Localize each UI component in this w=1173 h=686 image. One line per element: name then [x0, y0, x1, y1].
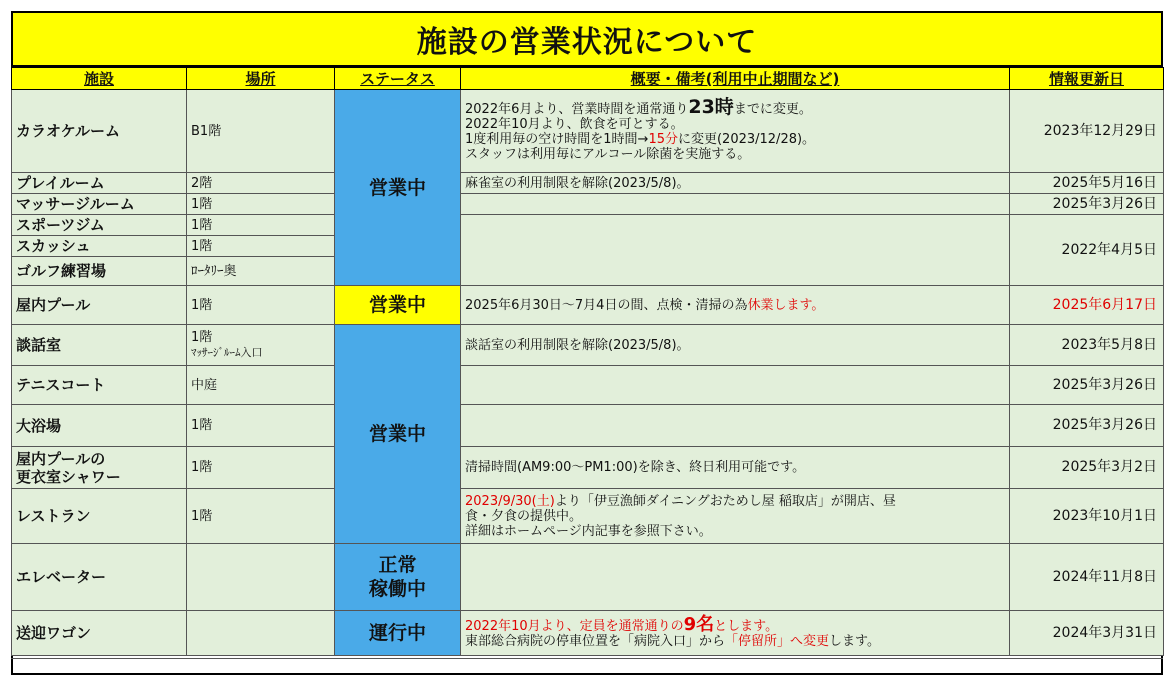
location-cell: 2階 — [187, 173, 335, 194]
note-text: までに変更。 — [733, 102, 812, 117]
note-text: より「伊豆漁師ダイニングおためし屋 稲取店」が開店、昼 — [554, 493, 896, 509]
note-text: 2022年10月より、飲食を可とする。 — [465, 117, 684, 132]
updated-cell: 2025年3月26日 — [1010, 405, 1164, 447]
note-text: に変更(2023/12/28)。 — [677, 132, 816, 147]
location-text: 1階 — [191, 330, 213, 345]
header-status: ステータス — [335, 68, 461, 90]
location-cell — [187, 544, 335, 611]
note-cell — [461, 366, 1010, 405]
table-row — [12, 447, 1164, 489]
updated-cell: 2025年6月17日 — [1010, 286, 1164, 325]
table-bottom-edge — [11, 658, 1163, 669]
header-location: 場所 — [187, 68, 335, 90]
note-cell — [461, 405, 1010, 447]
note-text: します。 — [829, 634, 880, 649]
updated-cell: 2023年5月8日 — [1010, 325, 1164, 366]
facility-cell: テニスコート — [12, 366, 187, 405]
location-cell: 1階 — [187, 215, 335, 236]
table-row — [12, 194, 1164, 215]
updated-cell: 2025年3月2日 — [1010, 447, 1164, 489]
note-emphasis: とします。 — [714, 619, 779, 634]
updated-cell: 2025年3月26日 — [1010, 194, 1164, 215]
note-emphasis: 15分 — [648, 132, 678, 147]
note-emphasis: 「停留所」へ変更 — [725, 634, 830, 649]
note-text: 食・夕食の提供中。 — [465, 508, 583, 524]
table-row — [12, 90, 1164, 173]
facility-text: 屋内プールの — [16, 449, 106, 468]
updated-cell: 2025年3月26日 — [1010, 366, 1164, 405]
note-cell — [461, 544, 1010, 611]
note-cell: 清掃時間(AM9:00～PM1:00)を除き、終日利用可能です。 — [461, 447, 1010, 489]
note-text: スタッフは利用毎にアルコール除菌を実施する。 — [465, 147, 751, 162]
facility-cell: 屋内プール — [12, 286, 187, 325]
updated-cell: 2025年5月16日 — [1010, 173, 1164, 194]
note-emphasis: 2023/9/30(土) — [465, 493, 555, 509]
updated-cell: 2023年12月29日 — [1010, 90, 1164, 173]
location-cell: 1階 — [187, 405, 335, 447]
note-emphasis: 23時 — [688, 96, 734, 118]
note-cell — [461, 194, 1010, 215]
location-cell: 1階 — [187, 489, 335, 544]
location-cell — [187, 611, 335, 656]
location-cell: ﾛｰﾀﾘｰ奥 — [187, 257, 335, 286]
facility-text: 更衣室シャワー — [16, 467, 121, 486]
status-cell: 営業中 — [335, 90, 461, 286]
updated-cell: 2022年4月5日 — [1010, 215, 1164, 286]
note-text: 1度利用毎の空け時間を1時間→ — [465, 132, 649, 147]
note-cell — [461, 489, 1010, 544]
table-row — [12, 405, 1164, 447]
facility-cell: スカッシュ — [12, 236, 187, 257]
header-updated: 情報更新日 — [1010, 68, 1164, 90]
note-cell: 麻雀室の利用制限を解除(2023/5/8)。 — [461, 173, 1010, 194]
facility-cell: ゴルフ練習場 — [12, 257, 187, 286]
table-row — [12, 366, 1164, 405]
status-cell — [335, 544, 461, 611]
facility-cell: 送迎ワゴン — [12, 611, 187, 656]
facility-cell: 大浴場 — [12, 405, 187, 447]
facility-cell: 談話室 — [12, 325, 187, 366]
location-cell — [187, 325, 335, 366]
note-cell: 談話室の利用制限を解除(2023/5/8)。 — [461, 325, 1010, 366]
updated-cell: 2024年3月31日 — [1010, 611, 1164, 656]
location-cell: 1階 — [187, 194, 335, 215]
table-row — [12, 286, 1164, 325]
status-text: 正常 — [378, 554, 417, 576]
table-row — [12, 215, 1164, 236]
table-row — [12, 173, 1164, 194]
location-cell: B1階 — [187, 90, 335, 173]
table-row — [12, 325, 1164, 366]
location-cell: 1階 — [187, 447, 335, 489]
facility-cell: マッサージルーム — [12, 194, 187, 215]
status-text: 稼働中 — [368, 578, 426, 600]
note-cell — [461, 286, 1010, 325]
facility-cell: エレベーター — [12, 544, 187, 611]
facility-status-table — [11, 67, 1164, 656]
header-facility: 施設 — [12, 68, 187, 90]
header-notes: 概要・備考(利用中止期間など) — [461, 68, 1010, 90]
header-row — [12, 68, 1164, 90]
updated-cell: 2024年11月8日 — [1010, 544, 1164, 611]
status-cell: 運行中 — [335, 611, 461, 656]
location-cell: 1階 — [187, 236, 335, 257]
status-cell: 営業中 — [335, 286, 461, 325]
facility-cell: プレイルーム — [12, 173, 187, 194]
note-cell — [461, 90, 1010, 173]
note-emphasis: 2022年10月より、定員を通常通りの — [465, 619, 684, 634]
note-text: 2022年6月より、営業時間を通常通り — [465, 102, 689, 117]
location-cell: 中庭 — [187, 366, 335, 405]
note-emphasis: 9名 — [683, 614, 715, 635]
status-cell: 営業中 — [335, 325, 461, 544]
note-emphasis: 休業します。 — [747, 297, 825, 313]
facility-cell — [12, 447, 187, 489]
facility-cell: カラオケルーム — [12, 90, 187, 173]
note-cell — [461, 215, 1010, 286]
location-cell: 1階 — [187, 286, 335, 325]
facility-cell: レストラン — [12, 489, 187, 544]
location-text: ﾏｯｻｰｼﾞﾙｰﾑ入口 — [191, 346, 263, 359]
table-row — [12, 489, 1164, 544]
note-text: 詳細はホームページ内記事を参照下さい。 — [465, 523, 712, 539]
table-row — [12, 544, 1164, 611]
facility-cell: スポーツジム — [12, 215, 187, 236]
note-cell — [461, 611, 1010, 656]
updated-cell: 2023年10月1日 — [1010, 489, 1164, 544]
note-text: 東部総合病院の停車位置を「病院入口」から — [465, 634, 726, 649]
table-row — [12, 611, 1164, 656]
page-title: 施設の営業状況について — [11, 11, 1163, 67]
note-text: 2025年6月30日～7月4日の間、点検・清掃の為 — [465, 297, 748, 313]
